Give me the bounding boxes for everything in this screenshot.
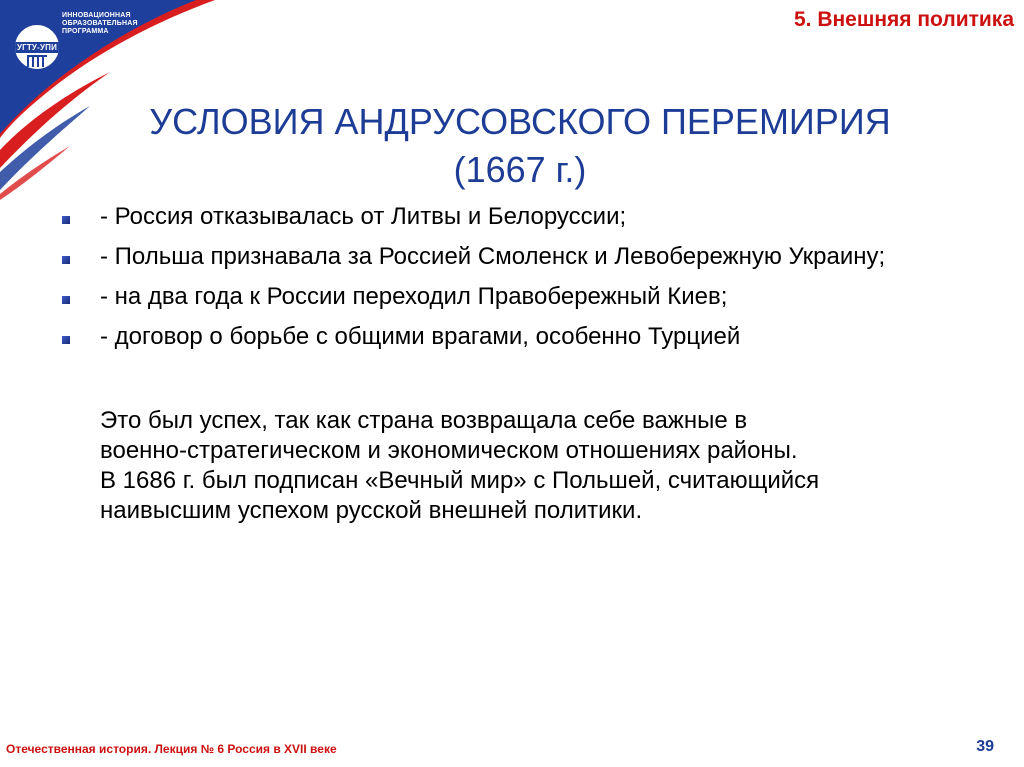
bullet-item <box>60 242 950 272</box>
square-bullet-icon <box>62 216 70 224</box>
slide-title-line2: (1667 г.) <box>453 149 587 190</box>
conclusion-paragraph <box>100 406 980 526</box>
logo-caption-line: ИННОВАЦИОННАЯ <box>62 12 131 19</box>
footer-text: Отечественная история. Лекция № 6 Россия в XVII веке <box>6 742 337 756</box>
bullet-item <box>60 322 950 352</box>
bullet-text: - Россия отказывалась от Литвы и Белоруссии; <box>100 203 627 230</box>
paragraph-line: Это был успех, так как страна возвращала себе важные в <box>100 407 748 434</box>
bullet-item <box>60 282 950 312</box>
slide-title <box>80 98 960 194</box>
seal-building-icon <box>27 55 47 67</box>
paragraph-line: наивысшим успехом русской внешней политики. <box>100 497 643 524</box>
bullet-list <box>60 202 950 362</box>
bullet-text: - на два года к России переходил Правобережный Киев; <box>100 283 728 310</box>
bullet-item <box>60 202 950 232</box>
logo-caption-line: ПРОГРАММА <box>62 28 109 35</box>
bullet-text: - договор о борьбе с общими врагами, особенно Турцией <box>100 323 741 350</box>
logo-caption <box>62 12 142 36</box>
square-bullet-icon <box>62 336 70 344</box>
section-label: 5. Внешняя политика <box>793 8 1014 31</box>
bullet-text: - Польша признавала за Россией Смоленск и Левобережную Украину; <box>100 243 886 270</box>
paragraph-line: В 1686 г. был подписан «Вечный мир» с Польшей, считающийся <box>100 467 820 494</box>
slide-title-line1: УСЛОВИЯ АНДРУСОВСКОГО ПЕРЕМИРИЯ <box>149 101 891 142</box>
square-bullet-icon <box>62 256 70 264</box>
logo-caption-line: ОБРАЗОВАТЕЛЬНАЯ <box>62 20 138 27</box>
page-number: 39 <box>976 738 994 755</box>
university-seal-logo <box>12 22 62 72</box>
square-bullet-icon <box>62 296 70 304</box>
seal-text: УГТУ-УПИ <box>16 43 58 52</box>
paragraph-line: военно-стратегическом и экономическом отношениях районы. <box>100 437 798 464</box>
